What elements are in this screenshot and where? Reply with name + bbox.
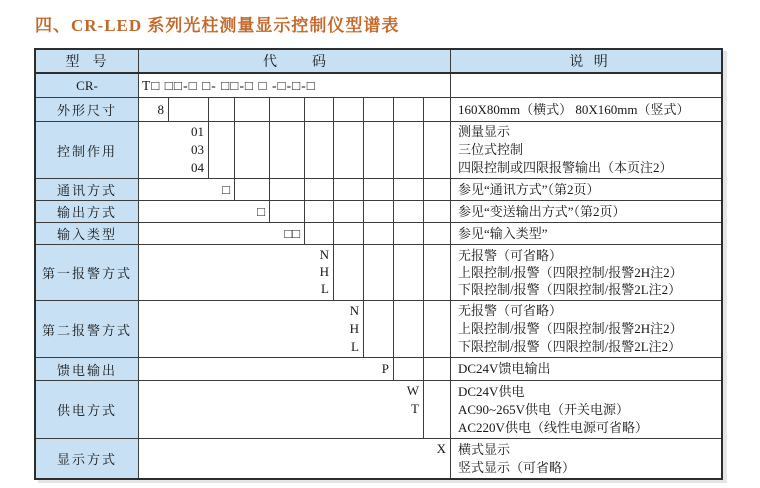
description-cell <box>450 358 721 380</box>
description-line: 160X80mm（横式） 80X160mm（竖式） <box>458 102 690 117</box>
description-cell <box>450 381 721 438</box>
empty-code-slot <box>333 245 363 300</box>
empty-code-slot <box>393 98 423 121</box>
model-spec-table <box>34 48 723 480</box>
empty-code-slot <box>333 98 363 121</box>
description-line: 三位式控制 <box>458 142 524 157</box>
code-value: N <box>349 303 359 318</box>
empty-code-slot <box>304 201 333 222</box>
empty-code-slot <box>423 223 450 244</box>
code-value: H <box>319 264 329 279</box>
code-cell <box>139 358 393 380</box>
model-prefix-description <box>450 74 721 97</box>
empty-code-slot <box>423 301 450 357</box>
code-cell <box>139 245 333 300</box>
empty-code-slot <box>423 201 450 222</box>
empty-code-slot <box>304 223 333 244</box>
code-cell <box>139 381 423 438</box>
empty-code-slot <box>333 201 363 222</box>
description-cell <box>450 98 721 121</box>
row-label: 馈电输出 <box>36 358 139 380</box>
description-line: 无报警（可省略） <box>458 303 563 318</box>
code-pattern: T□ □□-□ □- □□-□ □ -□-□-□ <box>142 77 316 93</box>
code-value: □ <box>222 182 230 197</box>
empty-code-slot <box>423 245 450 300</box>
empty-code-slot <box>363 301 393 357</box>
table-row <box>36 223 721 245</box>
table-row <box>36 179 721 201</box>
table-row <box>36 98 721 122</box>
page-title: 四、CR-LED 系列光柱测量显示控制仪型谱表 <box>35 16 400 35</box>
empty-code-slot <box>333 122 363 178</box>
empty-code-slot <box>208 122 234 178</box>
empty-code-slot <box>234 179 269 200</box>
description-cell <box>450 201 721 222</box>
row-label: 供电方式 <box>36 381 139 438</box>
table-row <box>36 122 721 179</box>
description-line: 横式显示 <box>458 441 511 457</box>
code-value: P <box>381 361 389 376</box>
description-line: 参见“通讯方式”（第2页） <box>458 182 600 197</box>
description-line: 下限控制/报警（四限控制/报警2L注2） <box>458 282 682 297</box>
code-cell <box>139 223 304 244</box>
code-value: □□ <box>284 226 300 241</box>
empty-code-slot <box>393 245 423 300</box>
empty-code-slot <box>304 179 333 200</box>
description-cell <box>450 223 721 244</box>
empty-code-slot <box>234 98 269 121</box>
row-label: 控制作用 <box>36 122 139 178</box>
empty-code-slot <box>269 201 304 222</box>
empty-code-slot <box>363 122 393 178</box>
empty-code-slot <box>393 301 423 357</box>
table-row <box>36 439 721 478</box>
description-line: 无报警（可省略） <box>458 248 563 263</box>
description-line: 下限控制/报警（四限控制/报警2L注2） <box>458 339 682 354</box>
spec-rows-container <box>36 98 721 478</box>
table-header-row <box>36 50 721 74</box>
description-line: 参见“输入类型” <box>458 226 548 241</box>
code-value: X <box>436 441 446 456</box>
code-cell <box>139 439 450 478</box>
code-value: L <box>351 339 359 354</box>
empty-code-slot <box>269 98 304 121</box>
empty-code-slot <box>363 98 393 121</box>
header-description: 说 明 <box>450 50 721 72</box>
empty-code-slot <box>333 179 363 200</box>
description-cell <box>450 301 721 357</box>
table-row <box>36 301 721 358</box>
description-cell <box>450 245 721 300</box>
empty-code-slot <box>234 122 269 178</box>
description-line: AC90~265V供电（开关电源） <box>458 401 629 417</box>
empty-code-slot <box>208 98 234 121</box>
empty-code-slot <box>363 179 393 200</box>
code-cell <box>139 201 269 222</box>
code-cell <box>139 301 363 357</box>
row-label: 显示方式 <box>36 439 139 478</box>
header-code: 代 码 <box>139 50 450 72</box>
header-model: 型 号 <box>36 50 139 72</box>
code-value: 8 <box>157 102 164 117</box>
code-value: L <box>321 281 329 296</box>
code-value: 03 <box>191 142 204 157</box>
description-line: DC24V供电 <box>458 383 525 399</box>
empty-code-slot <box>333 223 363 244</box>
table-row <box>36 201 721 223</box>
empty-code-slot <box>393 358 423 380</box>
code-value: W <box>406 383 419 398</box>
description-cell <box>450 439 721 478</box>
empty-code-slot <box>423 122 450 178</box>
empty-code-slot <box>168 98 208 121</box>
description-line: AC220V供电（线性电源可省略） <box>458 419 648 435</box>
empty-code-slot <box>393 201 423 222</box>
code-cell <box>139 98 168 121</box>
model-prefix-row <box>36 74 721 98</box>
empty-code-slot <box>423 179 450 200</box>
code-value: □ <box>257 204 265 219</box>
empty-code-slot <box>304 98 333 121</box>
description-cell <box>450 179 721 200</box>
empty-code-slot <box>363 201 393 222</box>
description-cell <box>450 122 721 178</box>
description-line: 竖式显示（可省略） <box>458 459 576 475</box>
empty-code-slot <box>393 179 423 200</box>
row-label: 通讯方式 <box>36 179 139 200</box>
description-line: 上限控制/报警（四限控制/报警2H注2） <box>458 265 683 280</box>
code-value: 01 <box>191 124 204 139</box>
empty-code-slot <box>423 358 450 380</box>
empty-code-slot <box>363 223 393 244</box>
description-line: DC24V馈电输出 <box>458 361 551 376</box>
description-line: 四限控制或四限报警输出（本页注2） <box>458 160 673 175</box>
code-value: H <box>349 321 359 336</box>
model-prefix-label: CR- <box>36 74 139 97</box>
empty-code-slot <box>393 122 423 178</box>
row-label: 外形尺寸 <box>36 98 139 121</box>
empty-code-slot <box>423 381 450 438</box>
code-value: N <box>319 247 329 262</box>
row-label: 第二报警方式 <box>36 301 139 357</box>
code-value: T <box>411 401 419 416</box>
table-row <box>36 245 721 301</box>
row-label: 输出方式 <box>36 201 139 222</box>
description-line: 测量显示 <box>458 124 511 139</box>
code-cell <box>139 122 208 178</box>
empty-code-slot <box>269 122 304 178</box>
code-cell <box>139 179 234 200</box>
table-row <box>36 358 721 381</box>
row-label: 第一报警方式 <box>36 245 139 300</box>
empty-code-slot <box>304 122 333 178</box>
description-line: 上限控制/报警（四限控制/报警2H注2） <box>458 321 683 336</box>
table-row <box>36 381 721 439</box>
empty-code-slot <box>423 98 450 121</box>
row-label: 输入类型 <box>36 223 139 244</box>
empty-code-slot <box>393 223 423 244</box>
code-value: 04 <box>191 160 204 175</box>
empty-code-slot <box>269 179 304 200</box>
description-line: 参见“变送输出方式”（第2页） <box>458 204 626 219</box>
empty-code-slot <box>363 245 393 300</box>
